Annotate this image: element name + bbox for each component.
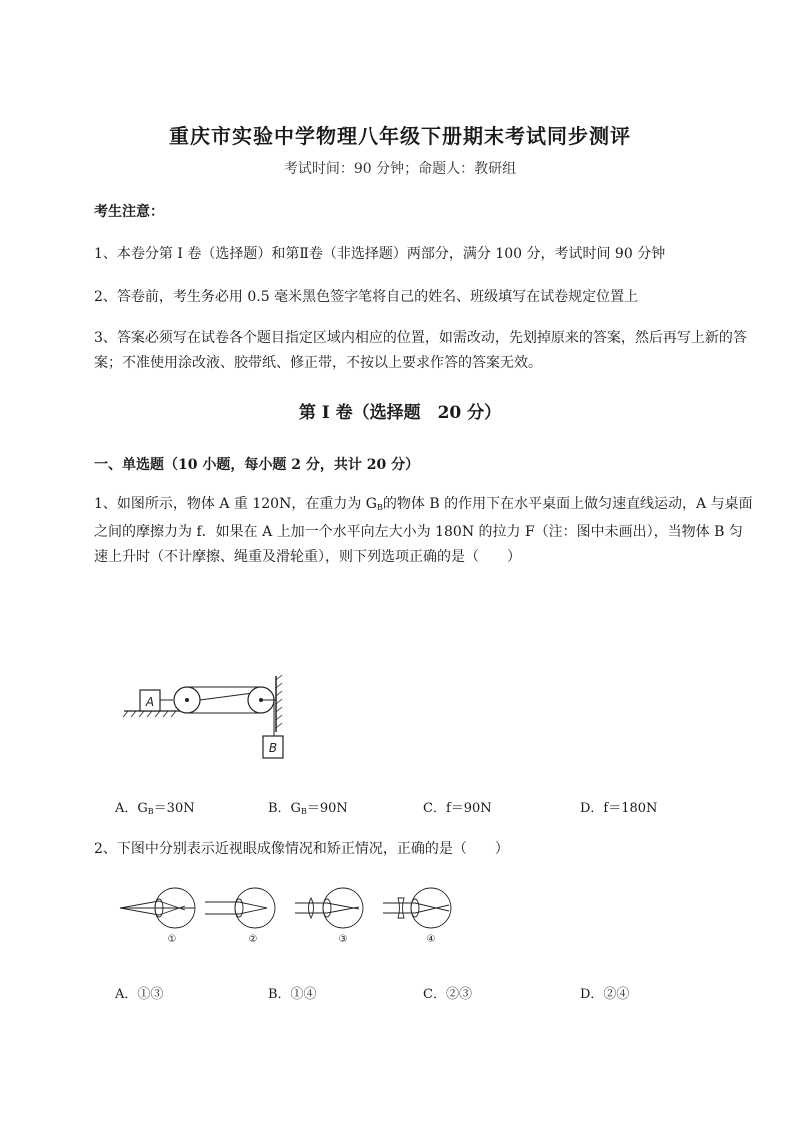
question-1 [94,492,754,570]
q1-sub: B [376,503,383,512]
exam-info: 考试时间：90 分钟；命题人：教研组 [283,161,517,177]
notice-heading: 考生注意： [94,204,164,220]
eye-label-3: ③ [338,934,348,945]
q1-option-b-sub: B [300,807,307,816]
eye-figure-2 [205,888,275,928]
q1-option-b-pre: B．G [268,801,301,816]
notice-item-2: 2、答卷前，考生务必用 0.5 毫米黑色签字笔将自己的姓名、班级填写在试卷规定位置上 [94,289,639,305]
eye-label-2: ② [248,934,258,945]
block-b-label: B [268,741,278,755]
q1-option-a[interactable] [115,797,195,816]
q2-option-d[interactable]: D．②④ [580,987,630,1002]
page-title: 重庆市实验中学物理八年级下册期末考试同步测评 [169,124,631,148]
eye-figure-4 [383,888,451,928]
block-a-label: A [145,695,155,709]
q2-option-b[interactable]: B．①④ [268,987,317,1002]
eye-figure-3 [295,888,363,928]
q1-option-b-post: ＝90N [306,801,348,816]
q2-option-c[interactable]: C．②③ [423,987,472,1002]
notice-item-1: 1、本卷分第 I 卷（选择题）和第Ⅱ卷（非选择题）两部分，满分 100 分，考试时间 90 分钟 [94,246,666,262]
q1-text-a: 1、如图所示，物体 A 重 120N，在重力为 G [94,496,377,512]
eye-label-4: ④ [426,934,436,945]
q1-text-b: 的物体 B 的作用下在水平桌面上做匀速直线运动，A 与桌面之间的摩擦力为 f．如果在 A 上加一个水平向左大小为 180N 的拉力 F（注：图中未画出），当物体 B 匀速上升时（不计摩擦、绳重及滑轮重），则下列选项正确的是（ ） [94,496,753,565]
notice-item-3: 3、答案必须写在试卷各个题目指定区域内相应的位置，如需改动，先划掉原来的答案，然后再写上新的答案；不准使用涂改液、胶带纸、修正带，不按以上要求作答的答案无效。 [94,330,747,371]
part-heading: 一、单选题（10 小题，每小题 2 分，共计 20 分） [94,457,420,473]
q1-option-a-pre: A．G [115,801,148,816]
q1-option-a-post: ＝30N [153,801,195,816]
eye-label-1: ① [167,934,177,945]
eye-diagram [115,882,475,947]
q2-option-a[interactable]: A．①③ [115,987,164,1002]
question-2: 2、下图中分别表示近视眼成像情况和矫正情况，正确的是（ ） [94,841,509,857]
q1-option-d[interactable]: D．f＝180N [580,801,658,816]
pulley-diagram [118,672,298,767]
eye-figure-1 [120,888,195,928]
q1-option-a-sub: B [147,807,154,816]
q1-option-c[interactable]: C．f＝90N [423,801,492,816]
q1-option-b[interactable] [268,797,348,816]
section-title: 第 I 卷（选择题 20 分） [298,403,502,423]
